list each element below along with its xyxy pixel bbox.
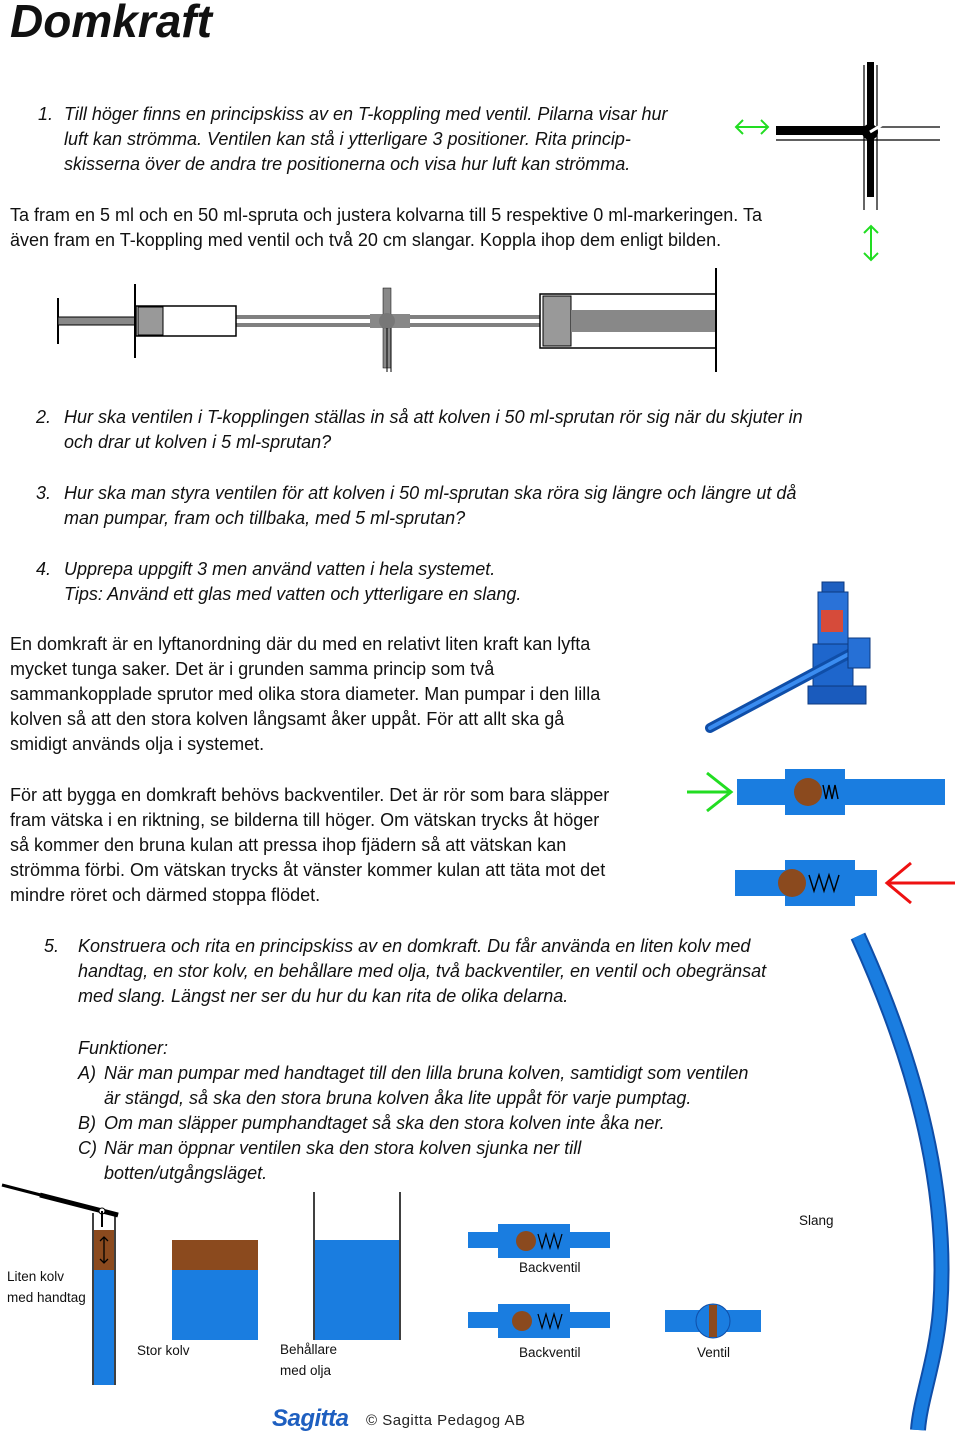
question-1-line: luft kan strömma. Ventilen kan stå i ytterligare 3 positioner. Rita princip- — [64, 129, 631, 149]
function-item-label: C) — [78, 1138, 97, 1158]
jack-description-line: smidigt används olja i systemet. — [10, 734, 265, 754]
check-valve-closed-diagram — [735, 857, 960, 909]
function-item-label: A) — [78, 1063, 96, 1083]
function-item-line: När man öppnar ventilen ska den stora kolven sjunka ner till — [104, 1138, 582, 1158]
check-valve-description — [10, 783, 690, 908]
question-4-line: Tips: Använd ett glas med vatten och ytterligare en slang. — [64, 584, 522, 604]
double-arrow-vertical-icon — [864, 226, 878, 260]
check-valve-drawing-2 — [468, 1302, 618, 1342]
brand-logo: Sagitta — [272, 1405, 349, 1432]
question-4-number: 4. — [36, 559, 52, 579]
jack-description — [10, 632, 690, 757]
check-valve-description-line: fram vätska i en riktning, se bilderna till höger. Om vätskan trycks åt höger — [10, 810, 600, 830]
jack-description-line: sammankopplade sprutor med olika stora diameter. Man pumpar i den lilla — [10, 684, 601, 704]
intro-text — [10, 203, 830, 253]
question-1-line: skisserna över de andra tre positionerna och visa hur luft kan strömma. — [64, 154, 631, 174]
question-5-line: handtag, en stor kolv, en behållare med olja, två backventiler, en ventil och obegränsat — [78, 961, 767, 981]
label-check-valve-1: Backventil — [519, 1260, 581, 1275]
label-large-piston: Stor kolv — [137, 1343, 190, 1358]
oil-container-drawing — [312, 1192, 402, 1340]
label-line: Liten kolv — [7, 1269, 65, 1284]
large-piston-drawing — [170, 1240, 260, 1340]
question-4-line: Upprepa uppgift 3 men använd vatten i hela systemet. — [64, 559, 496, 579]
label-check-valve-2: Backventil — [519, 1345, 581, 1360]
function-item-line: botten/utgångsläget. — [104, 1163, 268, 1183]
t-coupling-icon — [370, 288, 410, 372]
question-1 — [38, 102, 738, 177]
question-5-line: Konstruera och rita en principskiss av en domkraft. Du får använda en liten kolv med — [78, 936, 751, 956]
check-valve-drawing-1 — [468, 1222, 618, 1262]
question-3-line: man pumpar, fram och tillbaka, med 5 ml-sprutan? — [64, 508, 466, 528]
copyright-text: © Sagitta Pedagog AB — [366, 1412, 526, 1429]
function-item-line: är stängd, så ska den stora bruna kolven åka lite uppåt för varje pumptag. — [104, 1088, 692, 1108]
double-arrow-horizontal-icon — [736, 120, 768, 134]
jack-description-line: kolven så att den stora kolven långsamt åker uppåt. För att allt ska gå — [10, 709, 565, 729]
label-line: Behållare — [280, 1342, 338, 1357]
small-syringe-icon — [58, 284, 390, 358]
label-line: med handtag — [7, 1290, 86, 1305]
hose-drawing — [840, 930, 960, 1430]
intro-line: även fram en T-koppling med ventil och två 20 cm slangar. Koppla ihop dem enligt bilden. — [10, 230, 722, 250]
syringe-setup-diagram — [50, 268, 730, 378]
function-item-label: B) — [78, 1113, 96, 1133]
function-item-line: Om man släpper pumphandtaget så ska den stora kolven inte åka ner. — [104, 1113, 665, 1133]
question-3 — [36, 481, 866, 531]
question-3-number: 3. — [36, 483, 52, 503]
red-arrow-icon — [887, 863, 955, 903]
jack-description-line: En domkraft är en lyftanordning där du med en relativt liten kraft kan lyfta — [10, 634, 591, 654]
function-item-a — [78, 1061, 818, 1111]
function-item-b — [78, 1111, 818, 1136]
check-valve-open-diagram — [685, 765, 960, 825]
label-line: med olja — [280, 1363, 332, 1378]
function-item-line: När man pumpar med handtaget till den lilla bruna kolven, samtidigt som ventilen — [104, 1063, 749, 1083]
check-valve-description-line: mindre röret och därmed stoppa flödet. — [10, 885, 321, 905]
question-5-line: med slang. Längst ner ser du hur du kan rita de olika delarna. — [78, 986, 569, 1006]
question-5 — [44, 934, 834, 1009]
question-1-number: 1. — [38, 104, 54, 124]
function-item-c — [78, 1136, 818, 1186]
green-arrow-icon — [687, 773, 731, 811]
functions-heading: Funktioner: — [78, 1038, 169, 1058]
label-oil-container — [280, 1339, 337, 1381]
question-2-number: 2. — [36, 407, 52, 427]
label-valve: Ventil — [697, 1345, 731, 1360]
question-1-line: Till höger finns en principskiss av en T-koppling med ventil. Pilarna visar hur — [64, 104, 668, 124]
question-5-number: 5. — [44, 936, 60, 956]
question-3-line: Hur ska man styra ventilen för att kolven i 50 ml-sprutan ska röra sig längre och längre ut då — [64, 483, 797, 503]
question-2-line: Hur ska ventilen i T-kopplingen ställas in så att kolven i 50 ml-sprutan rör sig när du skjuter in — [64, 407, 803, 427]
page-title: Domkraft — [10, 0, 212, 47]
question-2 — [36, 405, 866, 455]
check-valve-description-line: För att bygga en domkraft behövs backventiler. Det är rör som bara släpper — [10, 785, 610, 805]
label-hose: Slang — [799, 1213, 834, 1228]
check-valve-description-line: strömma förbi. Om vätskan trycks åt vänster kommer kulan att täta mot det — [10, 860, 606, 880]
question-2-line: och drar ut kolven i 5 ml-sprutan? — [64, 432, 332, 452]
large-syringe-icon — [410, 268, 716, 372]
intro-line: Ta fram en 5 ml och en 50 ml-spruta och justera kolvarna till 5 respektive 0 ml-markeringen. Ta — [10, 205, 762, 225]
functions-list — [78, 1036, 818, 1186]
hydraulic-jack-image — [700, 578, 890, 753]
label-small-piston — [7, 1266, 86, 1308]
check-valve-description-line: så kommer den bruna kulan att pressa ihop fjädern så att vätskan kan — [10, 835, 567, 855]
question-4 — [36, 557, 736, 607]
valve-drawing — [665, 1302, 765, 1342]
jack-description-line: mycket tunga saker. Det är i grunden samma princip som två — [10, 659, 495, 679]
